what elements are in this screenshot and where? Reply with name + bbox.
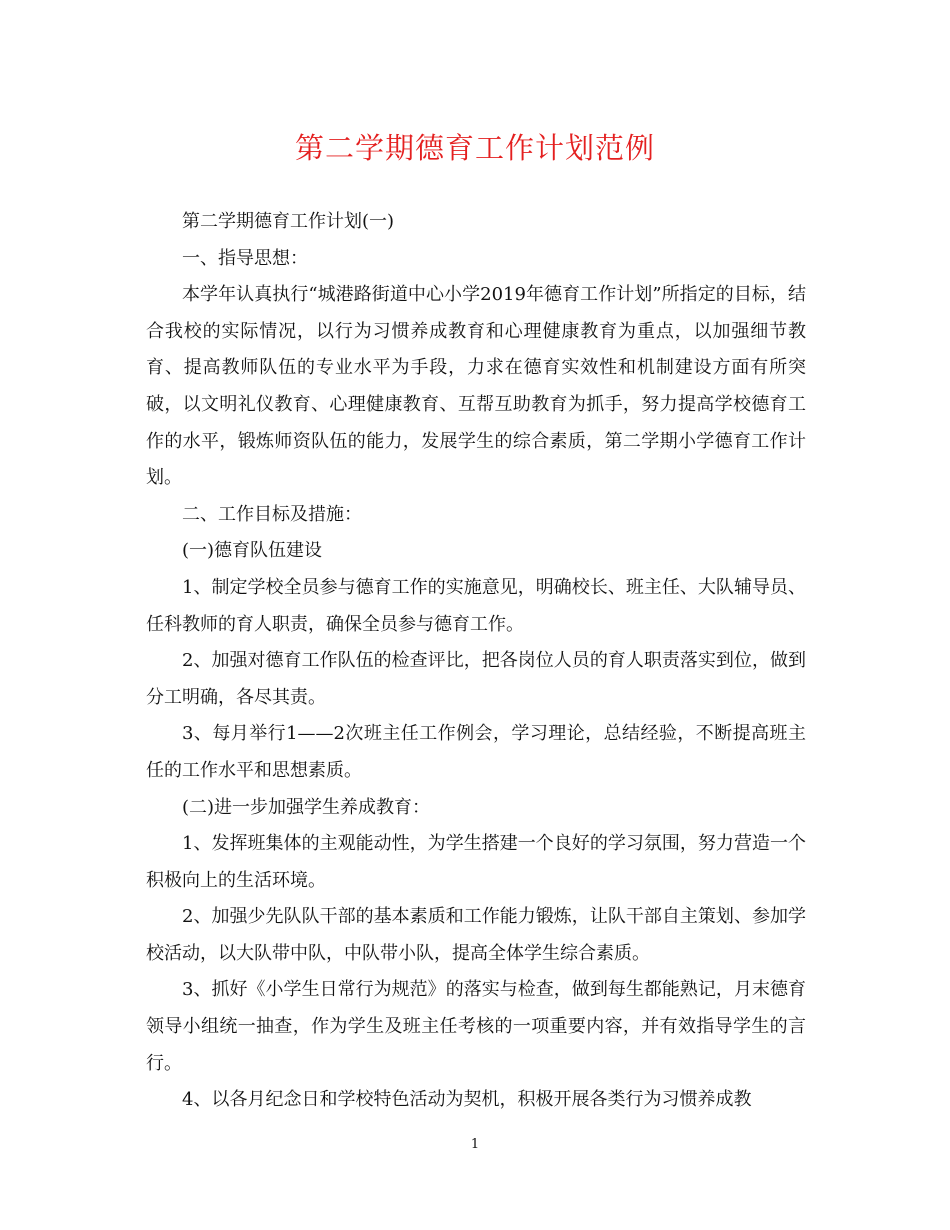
- paragraph: 3、每月举行1——2次班主任工作例会，学习理论，总结经验，不断提高班主任的工作水平和思想素质。: [146, 723, 806, 781]
- paragraph: 2、加强对德育工作队伍的检查评比，把各岗位人员的育人职责落实到位，做到分工明确，各尽其责。: [146, 650, 806, 708]
- paragraph: 1、发挥班集体的主观能动性，为学生搭建一个良好的学习氛围，努力营造一个积极向上的生活环境。: [146, 833, 806, 891]
- paragraph: 4、以各月纪念日和学校特色活动为契机，积极开展各类行为习惯养成教: [182, 1089, 752, 1111]
- document-body: [146, 204, 806, 1119]
- paragraph: 一、指导思想：: [182, 247, 308, 269]
- paragraph: (二)进一步加强学生养成教育：: [182, 796, 431, 818]
- paragraph: 本学年认真执行“城港路街道中心小学2019年德育工作计划”所指定的目标，结合我校的实际情况，以行为习惯养成教育和心理健康教育为重点，以加强细节教育、提高教师队伍的专业水平为手段，力求在德育实效性和机制建设方面有所突破，以文明礼仪教育、心理健康教育、互帮互助教育为抓手，努力提高学校德育工作的水平，锻炼师资队伍的能力，发展学生的综合素质，第二学期小学德育工作计划。: [146, 284, 806, 489]
- paragraph: (一)德育队伍建设: [182, 540, 323, 562]
- paragraph: 1、制定学校全员参与德育工作的实施意见，明确校长、班主任、大队辅导员、任科教师的育人职责，确保全员参与德育工作。: [146, 576, 806, 635]
- paragraph: 3、抓好《小学生日常行为规范》的落实与检查，做到每生都能熟记，月末德育领导小组统一抽查，作为学生及班主任考核的一项重要内容，并有效指导学生的言行。: [146, 979, 806, 1074]
- paragraph: 二、工作目标及措施：: [182, 503, 362, 525]
- paragraph: 2、加强少先队队干部的基本素质和工作能力锻炼，让队干部自主策划、参加学校活动，以大队带中队，中队带小队，提高全体学生综合素质。: [146, 906, 806, 964]
- paragraph: 第二学期德育工作计划(一): [182, 211, 395, 232]
- document-title: 第二学期德育工作计划范例: [294, 131, 655, 165]
- page-number: 1: [470, 1137, 480, 1152]
